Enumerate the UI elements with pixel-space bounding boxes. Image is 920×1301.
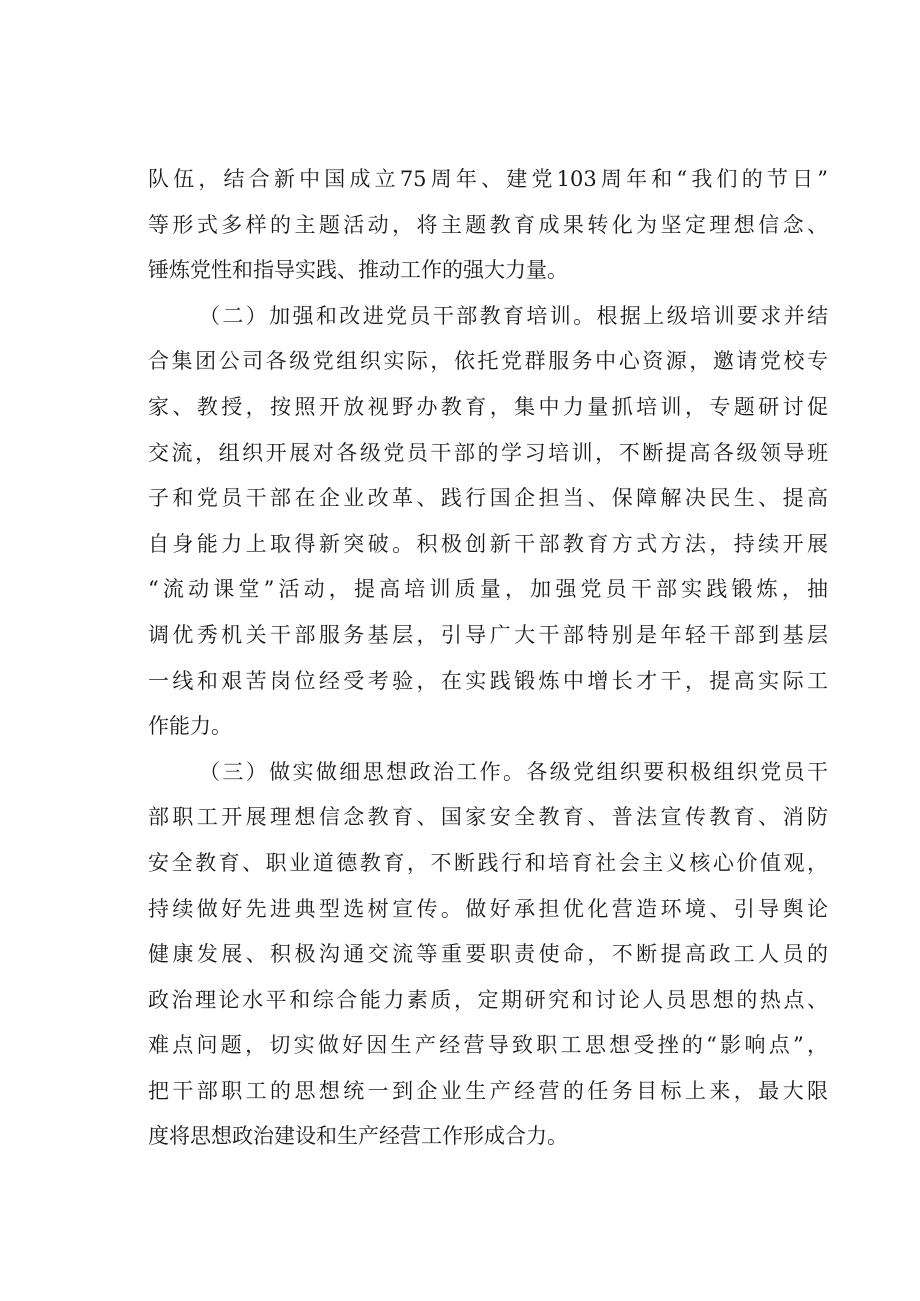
text-line: 一线和艰苦岗位经受考验，在实践锻炼中增长才干，提高实际工 bbox=[148, 668, 828, 693]
text-line: 持续做好先进典型选树宣传。做好承担优化营造环境、引导舆论 bbox=[148, 896, 828, 921]
text-line: 家、教授，按照开放视野办教育，集中力量抓培训，专题研讨促 bbox=[148, 394, 828, 419]
text-line: 自身能力上取得新突破。积极创新干部教育方式方法，持续开展 bbox=[148, 531, 828, 556]
text-line: 交流，组织开展对各级党员干部的学习培训，不断提高各级领导班 bbox=[148, 440, 828, 465]
text-line: “流动课堂”活动，提高培训质量，加强党员干部实践锻炼，抽 bbox=[148, 577, 828, 602]
text-line: 调优秀机关干部服务基层，引导广大干部特别是年轻干部到基层 bbox=[148, 622, 828, 647]
text-line: 健康发展、积极沟通交流等重要职责使命，不断提高政工人员的 bbox=[148, 942, 828, 967]
text-line: 合集团公司各级党组织实际，依托党群服务中心资源，邀请党校专 bbox=[148, 349, 828, 374]
text-line: （三）做实做细思想政治工作。各级党组织要积极组织党员干 bbox=[199, 759, 828, 784]
text-line: 安全教育、职业道德教育，不断践行和培育社会主义核心价值观， bbox=[148, 850, 828, 875]
text-line: 政治理论水平和综合能力素质，定期研究和讨论人员思想的热点、 bbox=[148, 987, 828, 1012]
text-line: 锤炼党性和指导实践、推动工作的强大力量。 bbox=[148, 258, 568, 283]
text-line: 子和党员干部在企业改革、践行国企担当、保障解决民生、提高 bbox=[148, 486, 828, 511]
text-line: （二）加强和改进党员干部教育培训。根据上级培训要求并结 bbox=[199, 303, 828, 328]
text-line: 度将思想政治建设和生产经营工作形成合力。 bbox=[148, 1124, 568, 1149]
text-line: 作能力。 bbox=[148, 714, 232, 739]
text-line: 部职工开展理想信念教育、国家安全教育、普法宣传教育、消防 bbox=[148, 805, 828, 830]
text-line: 难点问题，切实做好因生产经营导致职工思想受挫的“影响点”， bbox=[148, 1033, 828, 1058]
text-line: 把干部职工的思想统一到企业生产经营的任务目标上来，最大限 bbox=[148, 1078, 828, 1103]
text-line: 等形式多样的主题活动，将主题教育成果转化为坚定理想信念、 bbox=[148, 212, 828, 237]
document-body bbox=[148, 157, 828, 1160]
text-line: 队伍，结合新中国成立75周年、建党103周年和“我们的节日” bbox=[148, 167, 828, 191]
